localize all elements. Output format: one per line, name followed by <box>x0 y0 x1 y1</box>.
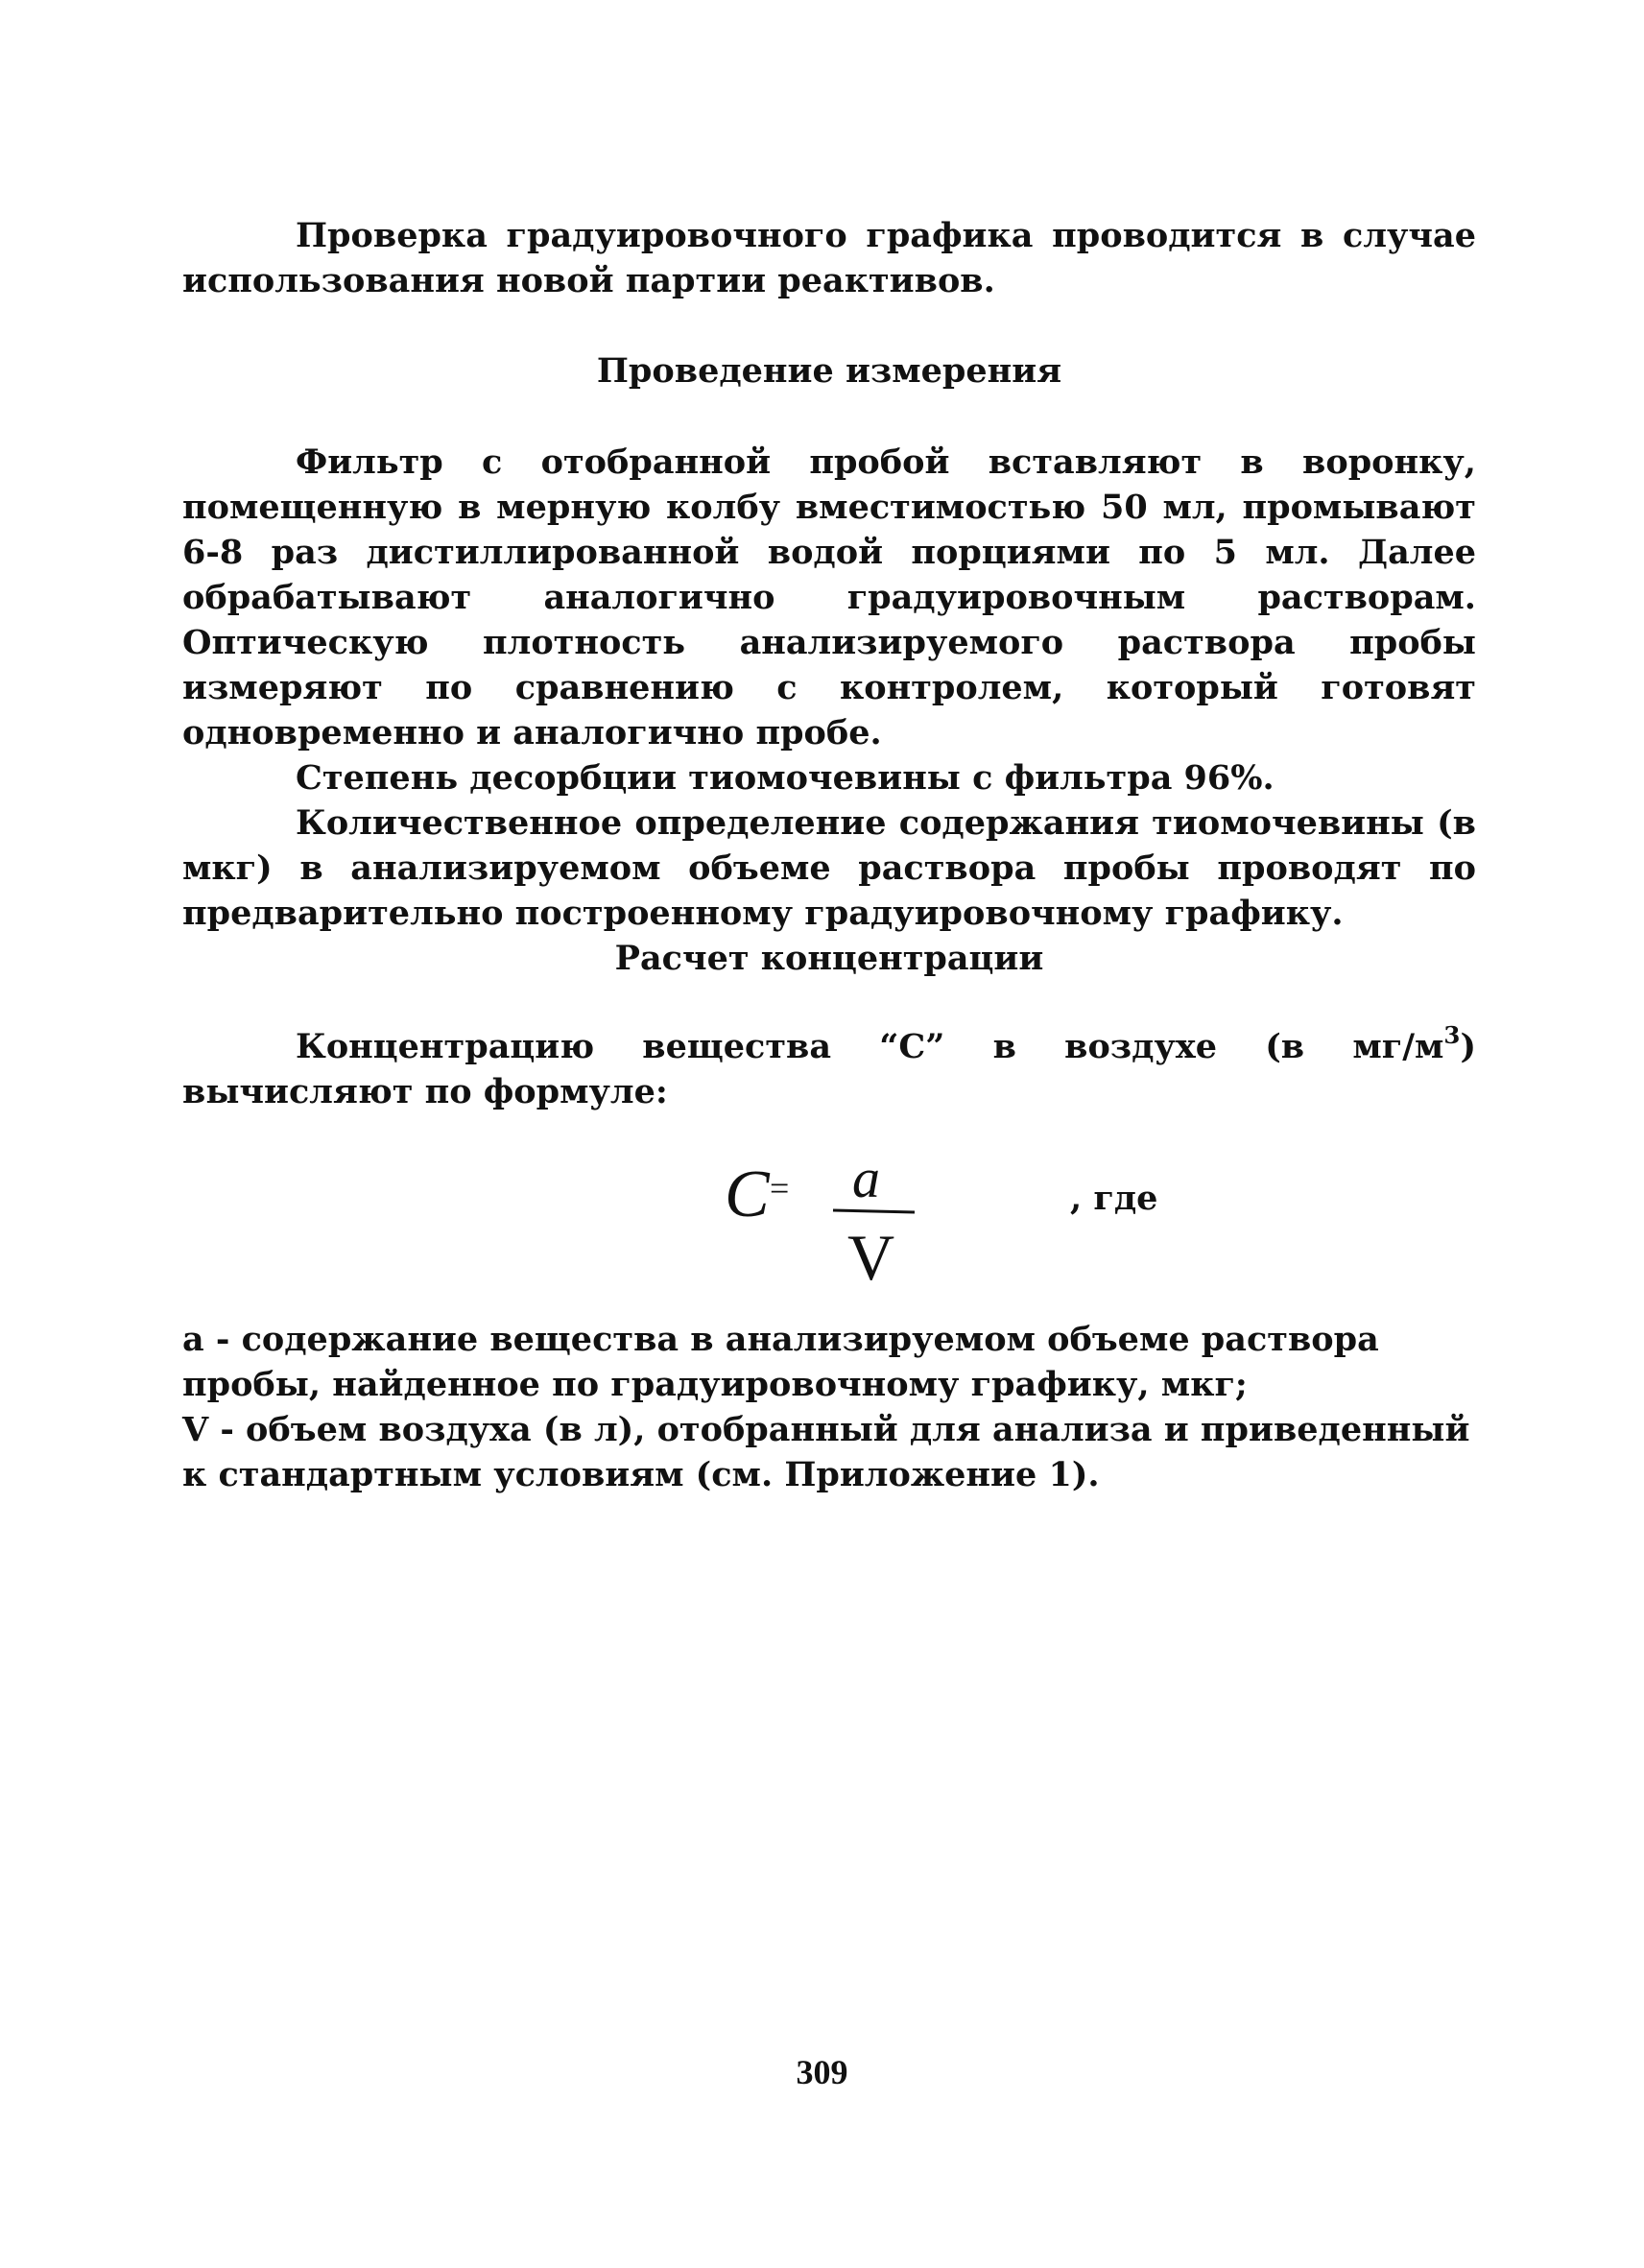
paragraph-desorption: Степень десорбции тиомочевины с фильтра 96%. <box>296 758 1275 798</box>
definition-v: V - объем воздуха (в л), отобранный для анализа и приведенный к стандартным условиям (см. Приложение 1). <box>182 1410 1470 1494</box>
paragraph-text: Проверка градуировочного графика проводится в случае использования новой партии реактивов. <box>182 216 1476 300</box>
paragraph-graph-check <box>182 213 1476 303</box>
page-number: 309 <box>796 2053 848 2091</box>
formula-denominator: V <box>847 1221 895 1291</box>
paragraph-text <box>182 1020 1476 1114</box>
section-heading-calculation: Расчет концентрации <box>614 939 1044 978</box>
formula-lhs: С <box>725 1158 770 1231</box>
paragraph-quantitative: Количественное определение содержания тиомочевины (в мкг) в анализируемом объеме раствора пробы проводят по предварительно построенному градуировочному графику. <box>182 803 1476 933</box>
definition-a: а - содержание вещества в анализируемом объеме раствора пробы, найденное по градуировочному графику, мкг; <box>182 1320 1379 1404</box>
intro-tail: ) вычисляют по формуле: <box>182 1027 1476 1111</box>
definitions-list <box>182 1317 1476 1497</box>
formula-equals: = <box>770 1169 790 1207</box>
paragraph-concentration-intro <box>182 1020 1476 1114</box>
cubic-superscript: 3 <box>1443 1020 1461 1049</box>
paragraph-measurement-procedure <box>182 440 1476 936</box>
formula-fraction-bar <box>833 1210 915 1212</box>
intro-text: Концентрацию вещества “С” в воздухе (в мг/м <box>296 1027 1444 1066</box>
formula-where: , где <box>1070 1179 1158 1218</box>
section-heading-measurement: Проведение измерения <box>596 351 1062 391</box>
formula-c-equals-a-over-v <box>710 1147 979 1291</box>
paragraph-text: Фильтр с отобранной пробой вставляют в воронку, помещенную в мерную колбу вместимостью 50 мл, промывают 6-8 раз дистиллированной водой порциями по 5 мл. Далее обрабатывают аналогично градуировочным растворам. Оптическую плотность анализируемого раствора пробы измеряют по сравнению с контролем, который готовят одновременно и аналогично пробе. <box>182 442 1476 752</box>
formula-numerator: а <box>852 1147 880 1209</box>
